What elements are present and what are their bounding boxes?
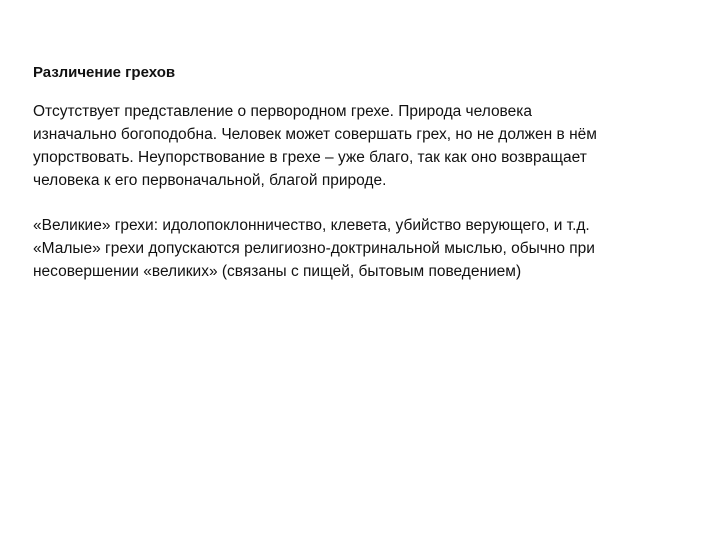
paragraph-original-sin <box>33 100 673 192</box>
text-line: упорствовать. Неупорствование в грехе – уже благо, так как оно возвращает <box>33 149 587 166</box>
slide-title: Различение грехов <box>33 64 176 81</box>
text-line: «Малые» грехи допускаются религиозно-доктринальной мыслью, обычно при <box>33 240 595 257</box>
paragraph-great-small-sins <box>33 214 673 283</box>
text-line: Отсутствует представление о первородном грехе. Природа человека <box>33 103 532 120</box>
text-line: «Великие» грехи: идолопоклонничество, клевета, убийство верующего, и т.д. <box>33 217 590 234</box>
text-line: человека к его первоначальной, благой природе. <box>33 172 387 189</box>
slide-content <box>33 62 673 283</box>
text-line: изначально богоподобна. Человек может совершать грех, но не должен в нём <box>33 126 597 143</box>
text-line: несовершении «великих» (связаны с пищей, бытовым поведением) <box>33 263 522 280</box>
